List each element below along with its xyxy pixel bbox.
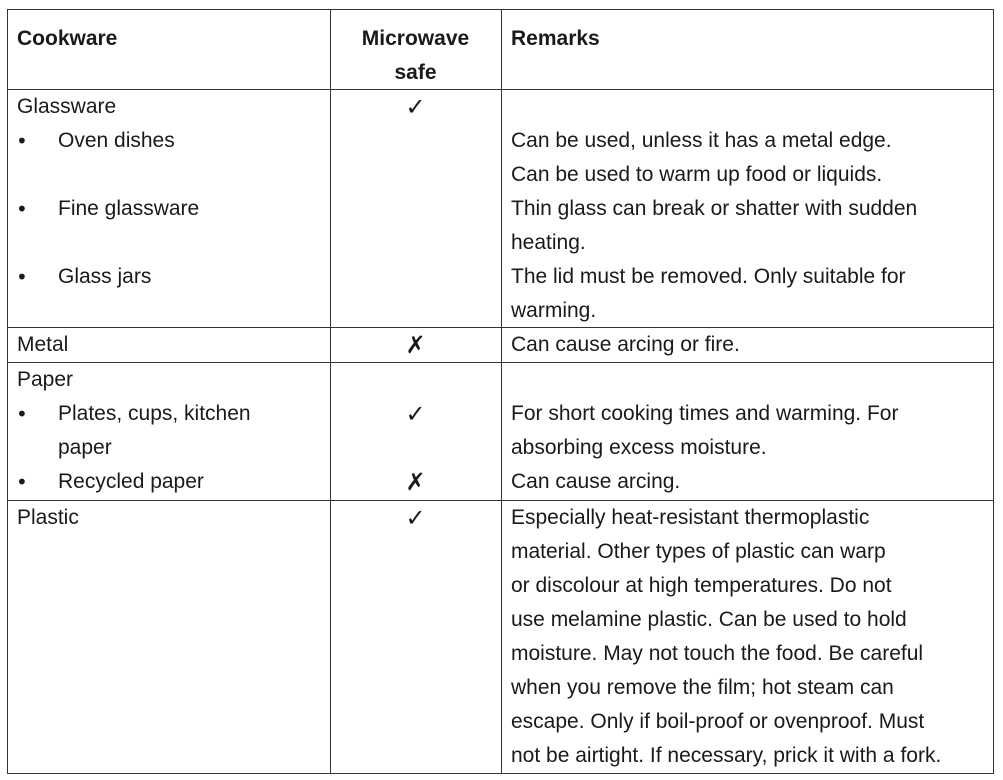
table-row-glassware [8,90,993,328]
remark-text: For short cooking times and warming. For [511,402,899,425]
safe-check-icon: ✓ [405,504,426,532]
table-row-plastic [8,501,993,773]
bullet-icon: • [16,265,28,289]
remark-text: The lid must be removed. Only suitable for [511,265,906,288]
list-item: Plates, cups, kitchen [58,402,251,425]
remark-text: Can cause arcing. [511,470,681,493]
list-item: Recycled paper [58,470,204,493]
remark-text: use melamine plastic. Can be used to hold [511,608,907,631]
bullet-icon: • [16,470,28,494]
remark-text: Thin glass can break or shatter with sudden [511,197,918,220]
remark-text: warming. [511,299,597,322]
remark-text: absorbing excess moisture. [511,436,767,459]
safe-check-icon: ✓ [405,93,426,121]
unsafe-cross-icon: ✗ [405,468,426,496]
remark-text: moisture. May not touch the food. Be careful [511,642,924,665]
remark-text: material. Other types of plastic can warp [511,540,886,563]
unsafe-cross-icon: ✗ [405,331,426,359]
remark-text: Especially heat-resistant thermoplastic [511,506,870,529]
list-item: Fine glassware [58,197,200,220]
header-microwave-safe-line2: safe [394,61,437,84]
bullet-icon: • [16,402,28,426]
table-row-metal [8,328,993,363]
category-title: Glassware [17,95,117,118]
list-item: Oven dishes [58,129,175,152]
list-item: Glass jars [58,265,152,288]
table-row-paper [8,363,993,501]
remark-text: Can be used, unless it has a metal edge. [511,129,892,152]
bullet-icon: • [16,129,28,153]
header-microwave-safe: Microwave [361,27,470,50]
safe-check-icon: ✓ [405,400,426,428]
remark-text: escape. Only if boil-proof or ovenproof. Must [511,710,925,733]
remark-text: Can be used to warm up food or liquids. [511,163,883,186]
header-cookware: Cookware [17,27,118,50]
category-title: Plastic [17,506,79,529]
remark-text: when you remove the film; hot steam can [511,676,894,699]
remark-text: heating. [511,231,586,254]
category-title: Paper [17,368,74,391]
remark-text: Can cause arcing or fire. [511,333,740,356]
cookware-table [7,9,994,774]
category-title: Metal [17,333,69,356]
header-row [8,10,993,90]
bullet-icon: • [16,197,28,221]
remark-text: not be airtight. If necessary, prick it with a fork. [511,744,942,767]
header-remarks: Remarks [511,27,600,50]
list-item-continuation: paper [58,436,112,459]
remark-text: or discolour at high temperatures. Do not [511,574,892,597]
